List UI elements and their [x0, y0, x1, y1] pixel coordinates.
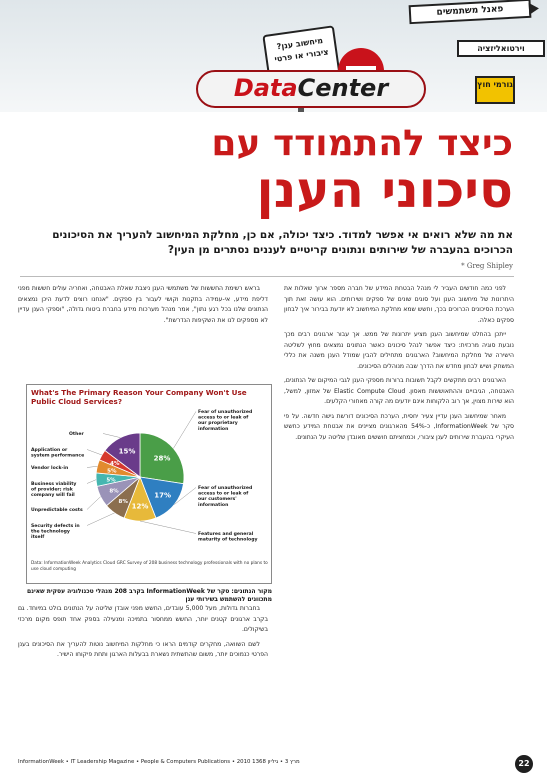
- pie-chart: [27, 385, 273, 561]
- pie-leader-line: [173, 412, 196, 449]
- pie-category-label: Unpredictable costs: [31, 508, 83, 513]
- pie-category-label: Fear of unauthorized access to or leak of our customers' information: [198, 486, 253, 508]
- pie-value-label: 15%: [118, 447, 136, 456]
- divider: [20, 276, 514, 277]
- pie-value-label: 5%: [107, 468, 117, 475]
- pie-leader-line: [87, 497, 101, 510]
- header-illustration: [0, 0, 547, 112]
- pie-leader-line: [87, 450, 102, 456]
- pie-value-label: 12%: [131, 502, 149, 511]
- pie-category-label: Business viability of provider; risk company will fail: [31, 482, 77, 499]
- chart-caption: מקור הנתונים: סקר של InformationWeek בקרב 208 מנהלי טכנולוגיה עסקית שאינם מתכוונים להשתמש בשירותי ענן: [27, 588, 272, 603]
- paragraph: לפני כמה חודשים העביר לי מנהל הבטחת המידע של חברה מספר ארוך שאלות את היתרונות של מיחשוב הענן ועל סוגים שונים של ספקים ושירותים. הוא עושה זאת תוך הערכת הסיכונים הכרוכים בכך, וחשש שמא מחלקת המיחשוב לא יודעת בבירור איך לבחון ספקים כאלה.: [284, 285, 514, 324]
- chart-source: Data: InformationWeek Analytics Cloud GRC Survey of 208 business technology professionals with no plans to use cloud computing: [31, 561, 268, 572]
- page-number: 22: [515, 755, 533, 773]
- paragraph: מאחר שמיחשוב הענן עדיין צעיר יחסית, הערכת הסיכונים דורשת גישה חדשה. על פי סקר של InformationWeek, כ-54% מהארגונים מציינים את אבטחת המידע כחשש העיקרי בהעברת שירותים לענן ציבורי, וכמחציתם חוששים מאובדן שליטה על הנתונים.: [284, 412, 514, 441]
- paragraph: בחברות גדולות, מעל 5,000 עובדים, החשש מפני אובדן שליטה על הנתונים בולט במיוחד. גם בקרב ארגונים קטנים יותר, החשש ממחסור בתמיכה ומנעילה בספק אחד תופס מקום מרכזי בשיקולים.: [18, 605, 268, 633]
- body-column-left-top: [18, 284, 268, 380]
- body-column-left-bottom: [18, 604, 268, 744]
- paragraph: לשם השוואה, מחקרים קודמים הראו כי מחלקות המיחשוב נוטות להעריך את הסיכונים בענן הפרטי כנמוכים יותר, משום שהתשתית נשארת בבעלות הארגון ותחת פיקוחו הישיר.: [18, 640, 268, 658]
- sign-virtualization: וירטואליזציה: [457, 40, 545, 57]
- pie-category-label: Security defects in the technology itself: [31, 524, 80, 541]
- pie-value-label: 17%: [154, 491, 172, 500]
- pie-value-label: 28%: [153, 454, 171, 463]
- page-footer: [0, 754, 547, 774]
- pie-category-label: Application or system performance: [31, 448, 85, 459]
- chart-title: What's The Primary Reason Your Company Won't Use Public Cloud Services?: [31, 388, 247, 406]
- section-logo-center: Center: [297, 74, 389, 102]
- body-column-right: [284, 284, 514, 744]
- article-byline: * Greg Shipley: [461, 262, 513, 270]
- pie-value-label: 4%: [110, 460, 120, 467]
- sign-users-panel: פאנל משתמשים: [409, 0, 532, 24]
- footer-publication: InformationWeek • IT Leadership Magazine • People & Computers Publications • 2010 מרץ 3 • גיליון 1368: [18, 759, 300, 765]
- pie-leader-line: [87, 480, 96, 484]
- pie-leader-line: [87, 466, 97, 467]
- pie-category-label: Vendor lock-in: [31, 466, 69, 471]
- pie-category-label: Fear of unauthorized access to or leak of our proprietary information: [198, 410, 253, 432]
- pie-category-label: Other: [69, 432, 84, 437]
- paragraph: ייתכן בהחלט שמיחשוב הענן מציע יתרונות של ממש. אך עבור ארגונים רבים מכך נובעת סוגיה מרכזית: כיצד אפשר לנהל סיכונים כאשר הנתונים נמצאים מחוץ לשליטה הישירה של מחלקת המיחשוב? הארגונים מתחילים להבין שמודל הענן משנה את כללי המשחק ושיש לבחון מחדש את הדרך שבה מנוהלים הסיכונים.: [284, 331, 514, 370]
- paragraph: הארגונים רבים מתקשים לקבל תשובות ברורות מספקי הענן לגבי המיקום של הנתונים, האבטחה, הגיבויים וההתאוששות מאסון. Elastic Compute Cloud של אמזון, למשל, הוא שירות מצוין, אך רוב הלקוחות אינם יודעים מה קורה מאחורי הקלעים.: [284, 377, 514, 405]
- pie-leader-line: [103, 434, 120, 438]
- section-logo: [196, 70, 426, 108]
- paragraph: בראש רשימת החששות של משתמשי הענן ניצבת שאלת האבטחה, ואחריה עולים חששות מפני דליפת מידע, אי-עמידה בתקנות וקושי לעבור בין ספקים. "אנחנו רוצים לדעת היכן נמצאים הנתונים שלנו בכל רגע נתון", אמר מנהל מערכות מידע בחברת ביטוח גדולה, "וספקי הענן עדיין לא מספקים לנו את השקיפות הנדרשת".: [18, 285, 268, 324]
- chart-box: [26, 384, 272, 584]
- article-title-line1: כיצד להתמודד עם: [211, 123, 513, 164]
- pie-value-label: 8%: [118, 499, 128, 506]
- sign-cloud-question: מיחשוב ענן? ציבורי או פרטי: [262, 25, 341, 92]
- pie-value-label: 8%: [109, 488, 119, 495]
- article-subtitle: את מה שלא רואים אי אפשר למדוד. כיצד יכולה, אם כן, מחלקת המיחשוב להעריך את הסיכונים הכרוכים בהעברה של שירותים ונתונים קריטיים לעננים נסתרים מן העין?: [52, 229, 513, 256]
- article-title-line2: סיכוני הענן: [256, 161, 513, 219]
- sign-outsourcing: גורמי חוץ: [475, 76, 515, 104]
- pie-category-label: Features and general maturity of technology: [198, 532, 258, 543]
- section-logo-data: Data: [233, 74, 298, 102]
- pie-leader-line: [140, 521, 196, 534]
- pie-value-label: 5%: [106, 477, 116, 484]
- pie-leader-line: [87, 513, 115, 526]
